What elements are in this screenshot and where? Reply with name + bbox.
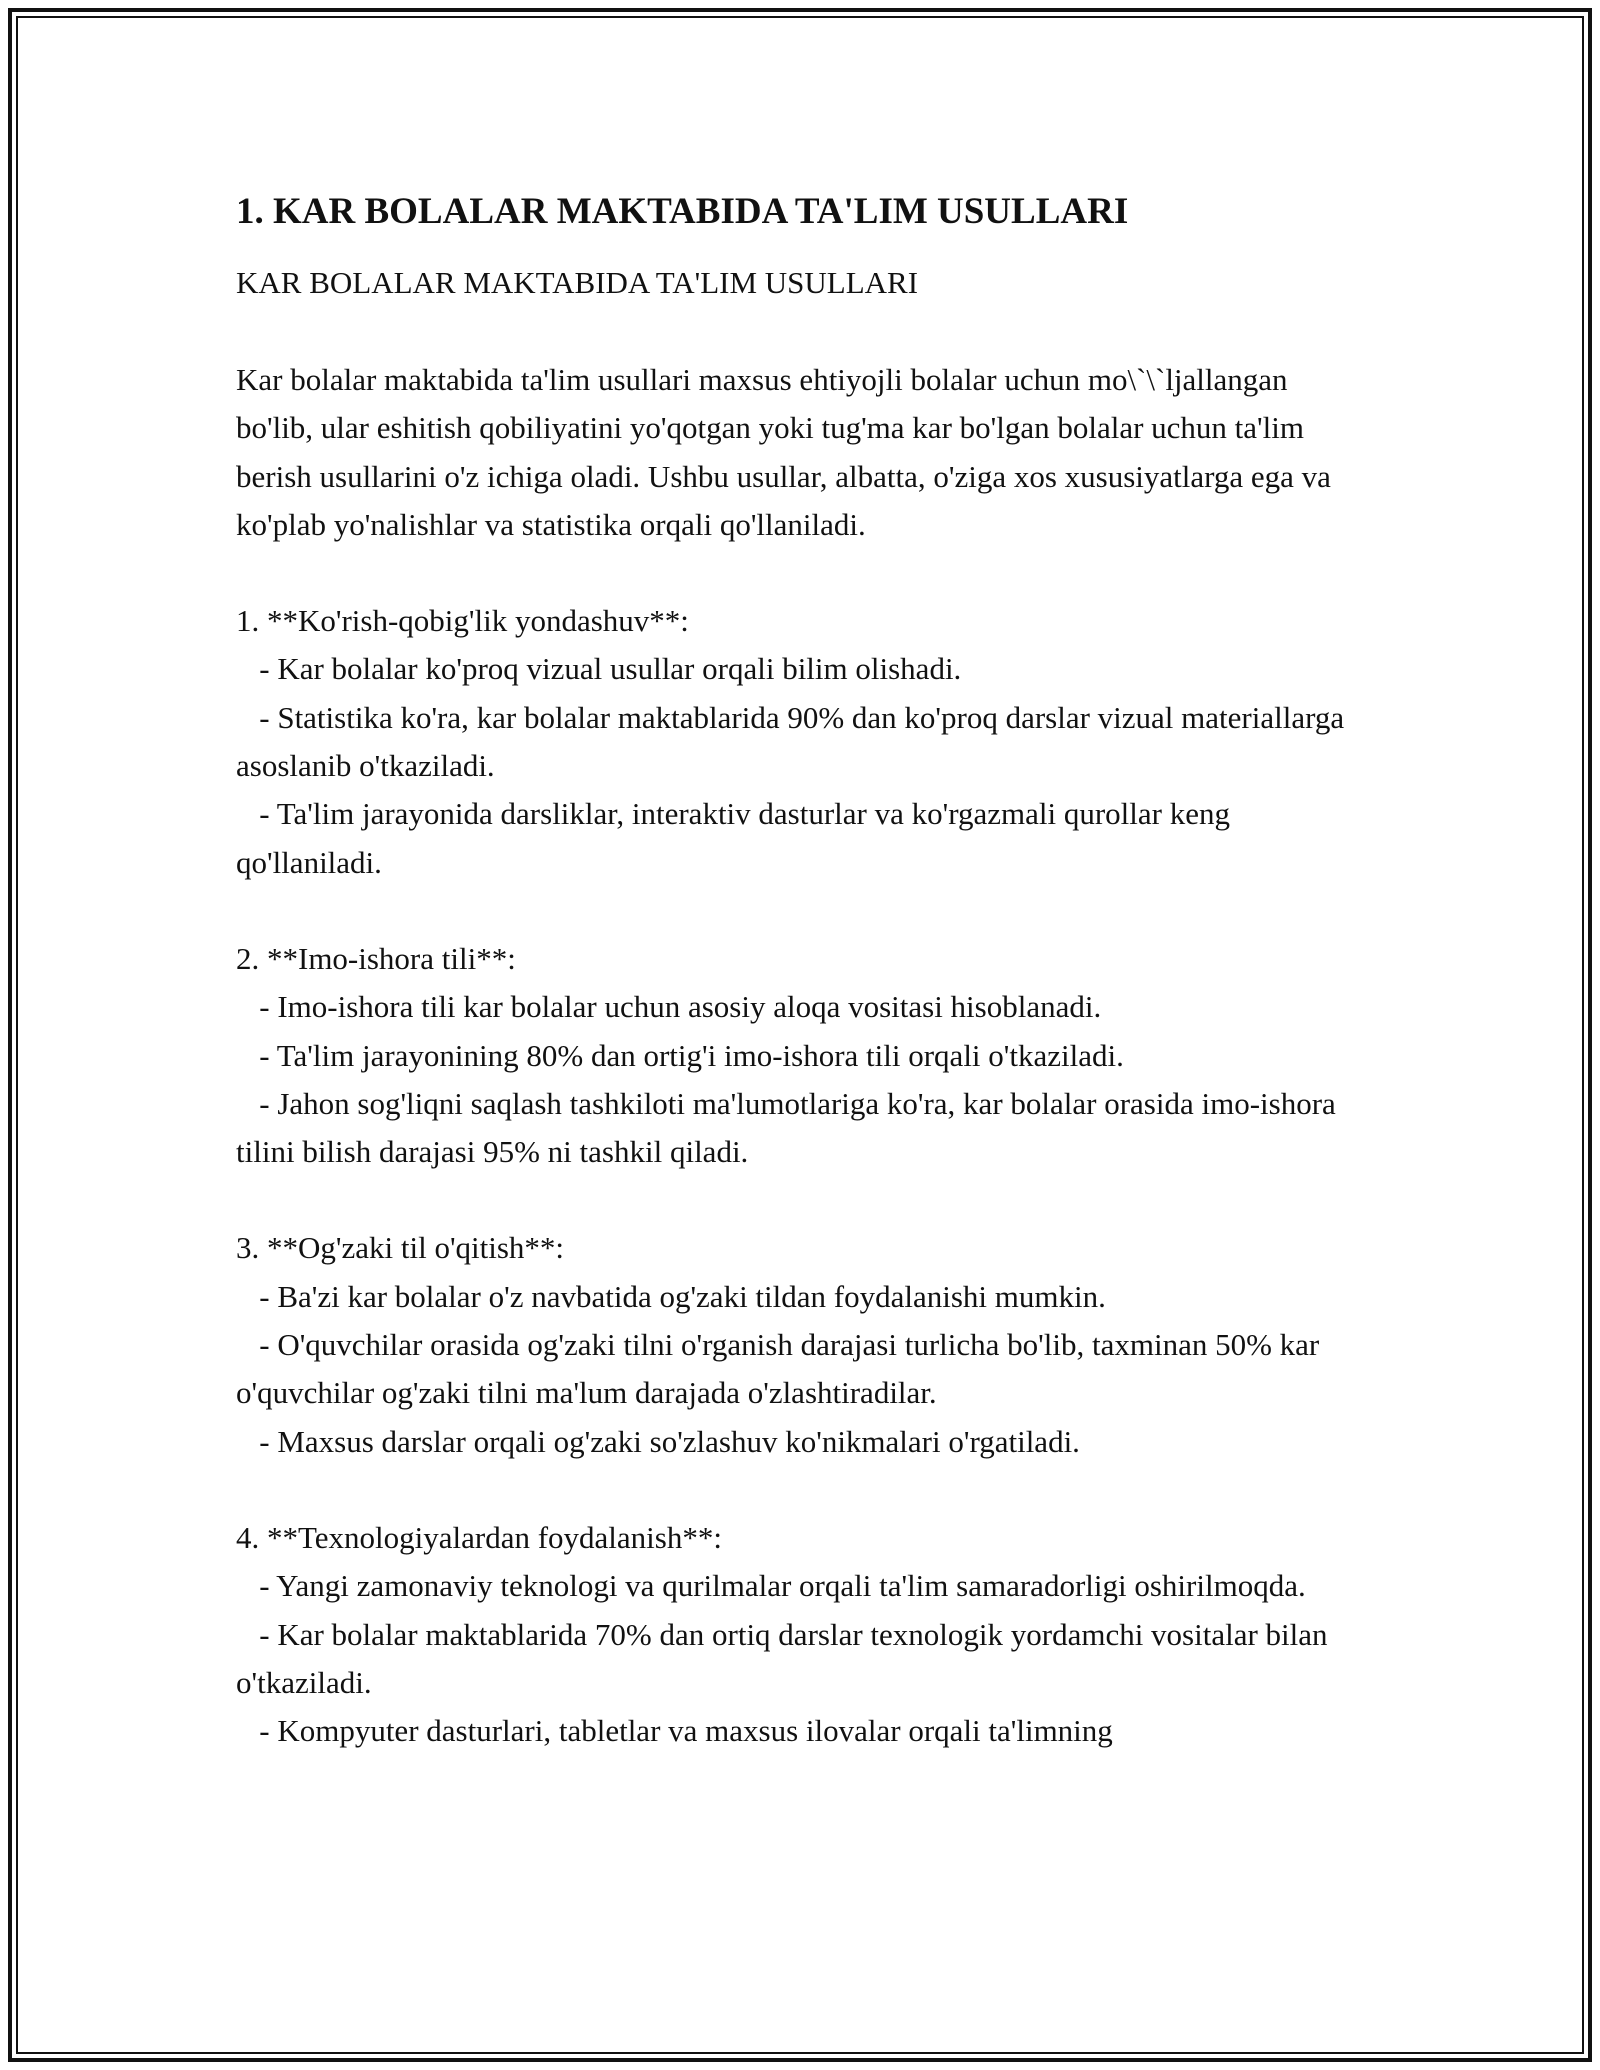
list-item: - Imo-ishora tili kar bolalar uchun asosiy aloqa vositasi hisoblanadi. bbox=[236, 989, 1102, 1025]
section-title: 4. **Texnologiyalardan foydalanish**: bbox=[236, 1519, 722, 1555]
list-item: - Kar bolalar maktablarida 70% dan ortiq darslar texnologik yordamchi vositalar bilan o'tkaziladi. bbox=[236, 1616, 1336, 1700]
document-subtitle: KAR BOLALAR MAKTABIDA TA'LIM USULLARI bbox=[236, 265, 919, 300]
list-item: - Ba'zi kar bolalar o'z navbatida og'zaki tildan foydalanishi mumkin. bbox=[236, 1278, 1106, 1314]
list-item: - Kar bolalar ko'proq vizual usullar orqali bilim olishadi. bbox=[236, 651, 962, 687]
section-title: 1. **Ko'rish-qobig'lik yondashuv**: bbox=[236, 603, 689, 639]
section-title: 2. **Imo-ishora tili**: bbox=[236, 940, 516, 976]
list-item: - Ta'lim jarayonida darsliklar, interaktiv dasturlar va ko'rgazmali qurollar keng qo'llaniladi. bbox=[236, 796, 1238, 880]
section-title: 3. **Og'zaki til o'qitish**: bbox=[236, 1230, 565, 1266]
document-body bbox=[236, 188, 1370, 1755]
section-oral-language bbox=[236, 1224, 1370, 1465]
list-item: - O'quvchilar orasida og'zaki tilni o'rganish darajasi turlicha bo'lib, taxminan 50% kar o'quvchilar og'zaki tilni ma'lum darajada o'zlashtiradilar. bbox=[236, 1327, 1327, 1411]
list-item: - Statistika ko'ra, kar bolalar maktablarida 90% dan ko'proq darslar vizual materiallarga asoslanib o'tkaziladi. bbox=[236, 699, 1352, 784]
section-visual-approach bbox=[236, 597, 1370, 887]
section-sign-language bbox=[236, 935, 1370, 1176]
list-item: - Jahon sog'liqni saqlash tashkiloti ma'lumotlariga ko'ra, kar bolalar orasida imo-ishora tilini bilish darajasi 95% ni tashkil qiladi. bbox=[236, 1085, 1344, 1170]
intro-paragraph: Kar bolalar maktabida ta'lim usullari maxsus ehtiyojli bolalar uchun mo\`\`ljallangan bo'lib, ular eshitish qobiliyatini yo'qotgan yoki tug'ma kar bo'lgan bolalar uchun ta'lim berish usullarini o'z ichiga oladi. Ushbu usullar, albatta, o'ziga xos xususiyatlarga ega va ko'plab yo'nalishlar va statistika orqali qo'llaniladi. bbox=[236, 362, 1331, 542]
section-technology bbox=[236, 1514, 1370, 1755]
list-item: - Yangi zamonaviy teknologi va qurilmalar orqali ta'lim samaradorligi oshirilmoqda. bbox=[236, 1568, 1306, 1604]
list-item: - Maxsus darslar orqali og'zaki so'zlashuv ko'nikmalari o'rgatiladi. bbox=[236, 1423, 1080, 1459]
list-item: - Ta'lim jarayonining 80% dan ortig'i imo-ishora tili orqali o'tkaziladi. bbox=[236, 1037, 1124, 1073]
document-heading: 1. KAR BOLALAR MAKTABIDA TA'LIM USULLARI bbox=[236, 191, 1129, 232]
list-item: - Kompyuter dasturlari, tabletlar va maxsus ilovalar orqali ta'limning bbox=[236, 1713, 1113, 1749]
